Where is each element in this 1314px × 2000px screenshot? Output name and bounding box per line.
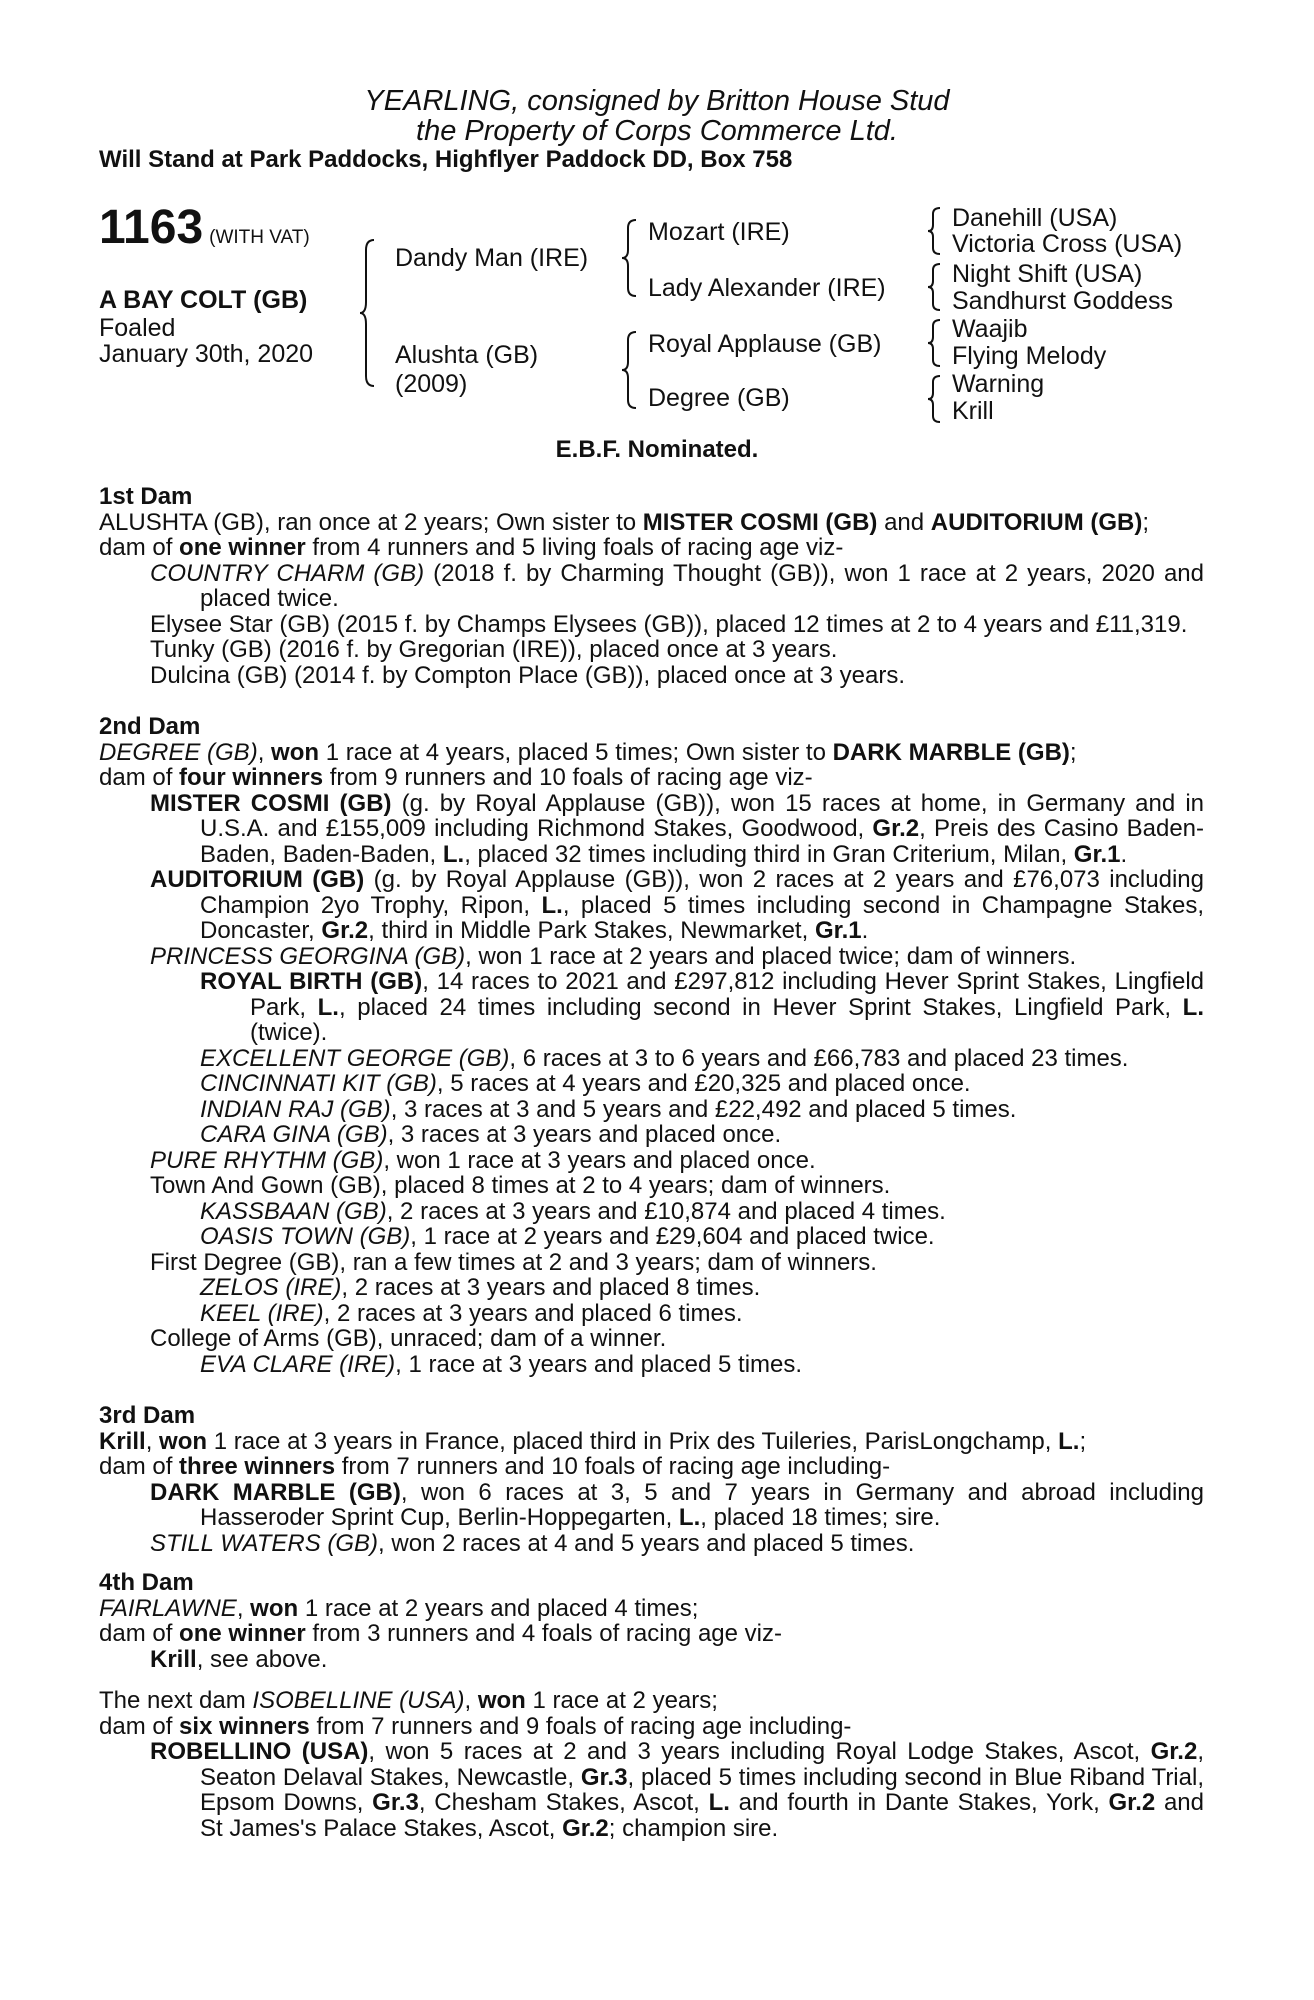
pedigree-brace-g2 xyxy=(928,262,944,312)
text-run: ALUSHTA (GB), ran once at 2 years; Own sister to xyxy=(99,508,643,536)
text-run: Elysee Star (GB) (2015 f. by Champs Elysees (GB)), placed 12 times at 2 to 4 years and £11,319. xyxy=(150,610,1188,638)
foaled-date: January 30th, 2020 xyxy=(99,340,314,368)
lot-number-block xyxy=(99,200,310,255)
produce-entry xyxy=(99,1352,1204,1378)
produce-entry xyxy=(99,1250,1204,1276)
text-run: ; champion sire. xyxy=(608,1814,779,1842)
text-run: . xyxy=(861,917,869,944)
text-run: , xyxy=(236,1594,251,1622)
text-run: , 14 races to 2021 and £297,812 including Hever Sprint Stakes, Lingfield Park, xyxy=(250,968,1204,1021)
pedigree-brace-main xyxy=(360,238,380,388)
text-run: AUDITORIUM (GB) xyxy=(930,508,1143,536)
text-run: ZELOS (IRE) xyxy=(200,1274,342,1301)
text-run: dam of xyxy=(99,1453,180,1480)
text-run: , placed 18 times; sire. xyxy=(700,1504,941,1531)
text-run: , xyxy=(257,738,272,766)
text-run: four winners xyxy=(179,764,324,791)
text-run: , xyxy=(464,1687,478,1714)
ebf-nominated: E.B.F. Nominated. xyxy=(555,436,759,463)
text-run: EXCELLENT GEORGE (GB) xyxy=(200,1044,510,1072)
dam3-line2 xyxy=(99,1454,1204,1480)
text-run: ; xyxy=(1079,1427,1087,1455)
text-run: . xyxy=(1120,840,1128,868)
gen3-1: Danehill (USA) xyxy=(952,204,1118,232)
text-run: won xyxy=(477,1687,526,1714)
text-run: , won 1 race at 3 years and placed once. xyxy=(383,1146,816,1174)
text-run: FAIRLAWNE xyxy=(99,1594,237,1622)
dam4-line1 xyxy=(99,1596,1204,1622)
text-run: , won 6 races at 3, 5 and 7 years in Germany and abroad including Hasseroder Sprint Cup, Berlin-Hoppegarten, xyxy=(200,1478,1204,1531)
text-run: (2018 f. by Charming Thought (GB)), won 1 race at 2 years, 2020 and placed twice. xyxy=(200,559,1204,612)
text-run: dam of xyxy=(99,534,180,561)
produce-entry xyxy=(99,1531,1204,1557)
sire-sire: Mozart (IRE) xyxy=(648,218,790,246)
text-run: , won 5 races at 2 and 3 years including Royal Lodge Stakes, Ascot, xyxy=(368,1738,1151,1765)
text-run: , placed 24 times including second in Hever Sprint Stakes, Lingfield Park, xyxy=(338,993,1183,1021)
text-run: Gr.3 xyxy=(372,1789,419,1816)
text-run: MISTER COSMI (GB) xyxy=(150,789,392,817)
text-run: , third in Middle Park Stakes, Newmarket, xyxy=(368,917,815,944)
text-run: L. xyxy=(1182,993,1204,1021)
text-run: Gr.2 xyxy=(562,1814,609,1842)
text-run: , 6 races at 3 to 6 years and £66,783 and placed 23 times. xyxy=(509,1044,1129,1072)
gen3-7: Warning xyxy=(952,370,1045,398)
produce-entry xyxy=(99,1301,1204,1327)
produce-entry xyxy=(99,791,1204,868)
dam1-line1 xyxy=(99,510,1204,536)
text-run: Tunky (GB) (2016 f. by Gregorian (IRE)), placed once at 3 years. xyxy=(150,636,838,663)
text-run: Dulcina (GB) (2014 f. by Compton Place (GB)), placed once at 3 years. xyxy=(150,661,906,689)
text-run: one winner xyxy=(179,1620,306,1647)
nextdam-line2 xyxy=(99,1714,1204,1740)
text-run: and St James's Palace Stakes, Ascot, xyxy=(200,1789,1204,1842)
text-run: (g. by Royal Applause (GB)), won 15 races at home, in Germany and in U.S.A. and £155,009 including Richmond Stakes, Goodwood, xyxy=(200,789,1204,842)
text-run: Gr.2 xyxy=(872,815,920,842)
text-run: Town And Gown (GB), placed 8 times at 2 to 4 years; dam of winners. xyxy=(150,1172,891,1199)
produce-entry xyxy=(99,969,1204,1046)
text-run: , Preis des Casino Baden-Baden, Baden-Baden, xyxy=(200,815,1205,868)
text-run: dam of xyxy=(99,1712,180,1740)
produce-entry xyxy=(99,637,1204,663)
lot-description: A BAY COLT (GB) xyxy=(99,286,308,314)
pedigree-brace-g3 xyxy=(928,318,944,368)
gen3-2: Victoria Cross (USA) xyxy=(952,230,1183,258)
text-run: 1 race at 2 years and placed 4 times; xyxy=(298,1594,699,1622)
section-heading-4th-dam: 4th Dam xyxy=(99,1569,194,1596)
text-run: Gr.2 xyxy=(1150,1738,1198,1765)
text-run: one winner xyxy=(179,534,306,561)
text-run: L. xyxy=(442,840,465,868)
text-run: , 1 race at 2 years and £29,604 and placed twice. xyxy=(410,1223,935,1250)
text-run: 1 race at 2 years; xyxy=(525,1687,718,1714)
dam2-line2 xyxy=(99,765,1204,791)
text-run: ; xyxy=(1142,508,1150,536)
sire-dam: Lady Alexander (IRE) xyxy=(648,274,886,302)
text-run: ROYAL BIRTH (GB) xyxy=(200,968,423,995)
dam-sire: Royal Applause (GB) xyxy=(648,330,882,358)
text-run: and xyxy=(877,508,931,536)
produce-entry xyxy=(99,1148,1204,1174)
text-run: (g. by Royal Applause (GB)), won 2 races at 2 years and £76,073 including Champion 2yo Trophy, Ripon, xyxy=(200,866,1204,919)
text-run: , won 1 race at 2 years and placed twice; dam of winners. xyxy=(465,942,1077,970)
text-run: College of Arms (GB), unraced; dam of a winner. xyxy=(150,1325,667,1352)
gen3-5: Waajib xyxy=(952,315,1028,343)
dam: Alushta (GB) xyxy=(395,341,539,369)
text-run: ROBELLINO (USA) xyxy=(150,1738,369,1765)
text-run: DEGREE (GB) xyxy=(99,738,258,766)
text-run: from 4 runners and 5 living foals of racing age viz- xyxy=(305,534,844,561)
text-run: EVA CLARE (IRE) xyxy=(200,1350,396,1378)
text-run: Krill xyxy=(150,1645,197,1673)
produce-entry xyxy=(99,1071,1204,1097)
text-run: , 2 races at 3 years and £10,874 and placed 4 times. xyxy=(386,1197,946,1225)
text-run: from 7 runners and 10 foals of racing age including- xyxy=(335,1453,891,1480)
produce-record xyxy=(99,484,1204,1841)
text-run: , xyxy=(145,1427,160,1455)
pedigree-brace-g1 xyxy=(928,206,944,256)
text-run: Gr.3 xyxy=(580,1763,628,1791)
gen3-3: Night Shift (USA) xyxy=(952,260,1143,288)
text-run: (twice). xyxy=(250,1019,328,1046)
produce-entry xyxy=(99,1224,1204,1250)
text-run: PURE RHYTHM (GB) xyxy=(150,1146,384,1174)
text-run: , see above. xyxy=(196,1645,328,1673)
nextdam-line1 xyxy=(99,1688,1204,1714)
text-run: L. xyxy=(678,1504,701,1531)
text-run: Krill xyxy=(99,1427,146,1455)
text-run: , placed 32 times including third in Gran Criterium, Milan, xyxy=(464,840,1074,868)
text-run: L. xyxy=(708,1789,730,1816)
produce-entry xyxy=(99,944,1204,970)
gen3-4: Sandhurst Goddess xyxy=(952,287,1173,315)
text-run: CARA GINA (GB) xyxy=(200,1121,388,1148)
produce-entry xyxy=(99,1480,1204,1531)
text-run: , 2 races at 3 years and placed 8 times. xyxy=(341,1274,761,1301)
text-run: , placed 5 times including second in Champagne Stakes, Doncaster, xyxy=(200,891,1204,944)
text-run: from 9 runners and 10 foals of racing age viz- xyxy=(323,764,813,791)
text-run: DARK MARBLE (GB) xyxy=(150,1478,401,1506)
produce-entry xyxy=(99,612,1204,638)
text-run: ; xyxy=(1069,738,1077,766)
produce-entry xyxy=(99,561,1204,612)
consignor-line: YEARLING, consigned by Britton House Stud xyxy=(364,85,950,117)
section-heading-1st-dam: 1st Dam xyxy=(99,483,193,510)
text-run: six winners xyxy=(179,1712,310,1740)
produce-entry xyxy=(99,1199,1204,1225)
text-run: L. xyxy=(317,993,339,1021)
gen3-6: Flying Melody xyxy=(952,342,1107,370)
text-run: Gr.2 xyxy=(321,917,369,944)
text-run: dam of xyxy=(99,1620,180,1647)
produce-entry xyxy=(99,867,1204,944)
produce-entry xyxy=(99,1173,1204,1199)
text-run: won xyxy=(250,1594,299,1622)
text-run: AUDITORIUM (GB) xyxy=(150,866,365,893)
produce-entry xyxy=(99,1097,1204,1123)
text-run: won xyxy=(159,1427,208,1455)
text-run: from 3 runners and 4 foals of racing age viz- xyxy=(305,1620,782,1647)
text-run: KEEL (IRE) xyxy=(200,1299,324,1327)
text-run: COUNTRY CHARM (GB) xyxy=(150,559,425,587)
text-run: KASSBAAN (GB) xyxy=(200,1197,387,1225)
text-run: , 1 race at 3 years and placed 5 times. xyxy=(395,1350,803,1378)
text-run: L. xyxy=(1058,1427,1080,1455)
text-run: , placed 5 times including second in Blue Riband Trial, Epsom Downs, xyxy=(200,1763,1204,1816)
text-run: First Degree (GB), ran a few times at 2 and 3 years; dam of winners. xyxy=(150,1248,877,1276)
dam3-line1 xyxy=(99,1429,1204,1455)
text-run: from 7 runners and 9 foals of racing age including- xyxy=(309,1712,852,1740)
dam2-line1 xyxy=(99,740,1204,766)
text-run: Gr.1 xyxy=(1073,840,1121,868)
text-run: INDIAN RAJ (GB) xyxy=(200,1095,391,1123)
text-run: dam of xyxy=(99,764,180,791)
text-run: won xyxy=(271,738,320,766)
text-run: Gr.1 xyxy=(814,917,862,944)
section-heading-2nd-dam: 2nd Dam xyxy=(99,713,201,740)
section-heading-3rd-dam: 3rd Dam xyxy=(99,1402,196,1429)
vat-note: (WITH VAT) xyxy=(209,227,310,248)
text-run: MISTER COSMI (GB) xyxy=(642,508,878,536)
produce-entry xyxy=(99,663,1204,689)
pedigree-brace-sire xyxy=(622,218,642,298)
dam1-line2 xyxy=(99,535,1204,561)
produce-entry xyxy=(99,1739,1204,1841)
lot-number: 1163 xyxy=(99,201,204,254)
pedigree-brace-g4 xyxy=(928,374,944,424)
property-line: the Property of Corps Commerce Ltd. xyxy=(416,115,898,147)
location-line: Will Stand at Park Paddocks, Highflyer Paddock DD, Box 758 xyxy=(99,146,793,173)
dam-year: (2009) xyxy=(395,370,468,398)
produce-entry xyxy=(99,1647,1204,1673)
dam4-line2 xyxy=(99,1621,1204,1647)
text-run: CINCINNATI KIT (GB) xyxy=(200,1070,437,1097)
produce-entry xyxy=(99,1046,1204,1072)
text-run: L. xyxy=(541,891,563,919)
text-run: Gr.2 xyxy=(1108,1789,1156,1816)
produce-entry xyxy=(99,1326,1204,1352)
text-run: 1 race at 3 years in France, placed third in Prix des Tuileries, ParisLongchamp, xyxy=(207,1427,1059,1455)
text-run: , 2 races at 3 years and placed 6 times. xyxy=(323,1299,743,1327)
text-run: OASIS TOWN (GB) xyxy=(200,1223,411,1250)
produce-entry xyxy=(99,1275,1204,1301)
produce-entry xyxy=(99,1122,1204,1148)
text-run: The next dam xyxy=(99,1687,253,1714)
text-run: , won 2 races at 4 and 5 years and placed 5 times. xyxy=(378,1529,915,1557)
dam-dam: Degree (GB) xyxy=(648,384,790,412)
text-run: DARK MARBLE (GB) xyxy=(832,738,1070,766)
text-run: , Seaton Delaval Stakes, Newcastle, xyxy=(200,1738,1204,1791)
sire: Dandy Man (IRE) xyxy=(395,244,589,272)
text-run: , 5 races at 4 years and £20,325 and placed once. xyxy=(436,1070,971,1097)
text-run: , 3 races at 3 and 5 years and £22,492 and placed 5 times. xyxy=(390,1095,1017,1123)
text-run: ISOBELLINE (USA) xyxy=(252,1687,465,1714)
text-run: 1 race at 4 years, placed 5 times; Own sister to xyxy=(319,738,833,766)
text-run: PRINCESS GEORGINA (GB) xyxy=(150,942,466,970)
foaled-label: Foaled xyxy=(99,314,176,342)
text-run: , 3 races at 3 years and placed once. xyxy=(387,1121,782,1148)
text-run: and fourth in Dante Stakes, York, xyxy=(729,1789,1109,1816)
gen3-8: Krill xyxy=(952,397,994,425)
text-run: STILL WATERS (GB) xyxy=(150,1529,379,1557)
text-run: three winners xyxy=(179,1453,336,1480)
pedigree-brace-dam xyxy=(622,330,642,410)
text-run: , Chesham Stakes, Ascot, xyxy=(418,1789,709,1816)
